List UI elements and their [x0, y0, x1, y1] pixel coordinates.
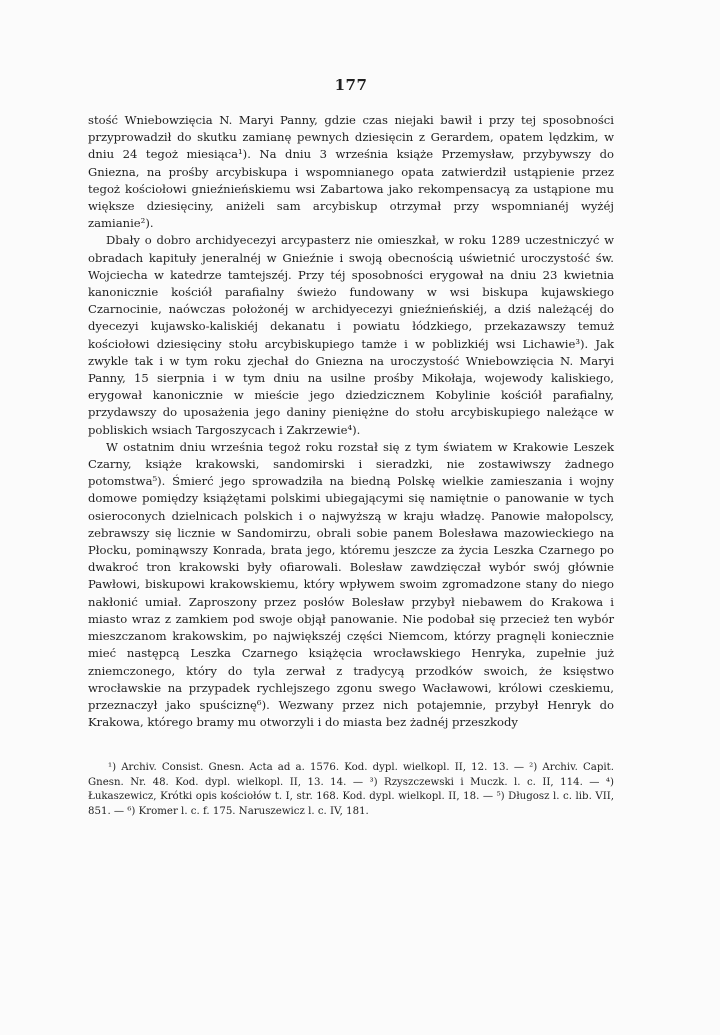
main-text	[88, 112, 614, 731]
page-number: 177	[334, 76, 368, 94]
footnote-text: ¹) Archiv. Consist. Gnesn. Acta ad a. 1576. Kod. dypl. wielkopl. II, 12. 13. — ²) Archiv. Capit. Gnesn. Nr. 48. Kod. dypl. wielkopl. II, 13. 14. — ³) Rzyszczewski i Muczk. l. c. II, 114. — ⁴) Łukaszewicz, Krótki opis kościołów t. I, str. 168. Kod. dypl. wielkopl. II, 18. — ⁵) Długosz l. c. lib. VII, 851. — ⁶) Kromer l. c. f. 175. Naruszewicz l. c. IV, 181.	[88, 762, 614, 817]
paragraph-3: W ostatnim dniu września tegoż roku rozstał się z tym światem w Krakowie Leszek Czarny, książe krakowski, sandomirski i sieradzki, nie zostawiwszy żadnego potomstwa⁵). Śmierć jego sprowadziła na biedną Polskę wielkie zamieszania i wojny domowe pomiędzy książętami polskimi ubiegającymi się namiętnie o panowanie w tych osieroconych dzielnicach polskich i o najwyższą w kraju władzę. Panowie małopolscy, zebrawszy się licznie w Sandomirzu, obrali sobie panem Bolesława mazowieckiego na Płocku, pominąwszy Konrada, brata jego, któremu jeszcze za życia Leszka Czarnego po dwakroć tron krakowski były ofiarowali. Bolesław zawdzięczał wybór swój głównie Pawłowi, biskupowi krakowskiemu, który wpływem swoim zgromadzone stany do niego nakłonić umiał. Zaproszony przez posłów Bolesław przybył niebawem do Krakowa i miasto wraz z zamkiem pod swoje objął panowanie. Nie podobał się przecież ten wybór mieszczanom krakowskim, po największéj części Niemcom, którzy pragnęli koniecznie mieć następcą Leszka Czarnego książęcia wrocławskiego Henryka, zupełnie już zniemczonego, który do tyla zerwał z tradycyą przodków swoich, że księstwo wrocławskie na przypadek rychlejszego zgonu swego Wacławowi, królowi czeskiemu, przeznaczył jako spuściznę⁶). Wezwany przez nich potajemnie, przybył Henryk do Krakowa, którego bramy mu otworzyli i do miasta bez żadnéj przeszkody	[88, 439, 614, 730]
paragraph-1: stość Wniebowzięcia N. Maryi Panny, gdzie czas niejaki bawił i przy tej sposobności przyprowadził do skutku zamianę pewnych dziesięcin z Gerardem, opatem lędzkim, w dniu 24 tegoż miesiąca¹). Na dniu 3 września książe Przemysław, przybywszy do Gniezna, na prośby arcybiskupa i wspomnianego opata zatwierdził ustąpienie przez tegoż kościołowi gnieźnieńskiemu wsi Zabartowa jako rekompensacyą za ustąpione mu większe dziesięciny, aniżeli sam arcybiskup otrzymał przy wspomnianéj wyżéj zamianie²).	[88, 113, 614, 231]
document-page	[88, 76, 614, 819]
paragraph-2: Dbały o dobro archidyecezyi arcypasterz nie omieszkał, w roku 1289 uczestniczyć w obradach kapituły jeneralnéj w Gnieźnie i swoją obecnością uświetnić uroczystość św. Wojciecha w katedrze tamtejszéj. Przy téj sposobności erygował na dniu 23 kwietnia kanonicznie kościół parafialny świeżo fundowany w wsi biskupa kujawskiego Czarnocinie, naówczas położonéj w archidyecezyi gnieźnieńskiéj, a dziś należącéj do dyecezyi kujawsko-kaliskiéj dekanatu i powiatu łódzkiego, przekazawszy temuż kościołowi dziesięciny stołu arcybiskupiego tamże i w poblizkiéj wsi Lichawie³). Jak zwykle tak i w tym roku zjechał do Gniezna na uroczystość Wniebowzięcia N. Maryi Panny, 15 sierpnia i w tym dniu na usilne prośby Mikołaja, wojewody kaliskiego, erygował kanonicznie w mieście jego dziedzicznem Kobylinie kościół parafialny, przydawszy do uposażenia jego daniny pieniężne do stołu arcybiskupiego należące w pobliskich wsiach Targoszycach i Zakrzewie⁴).	[88, 233, 614, 437]
footnotes	[88, 761, 614, 819]
